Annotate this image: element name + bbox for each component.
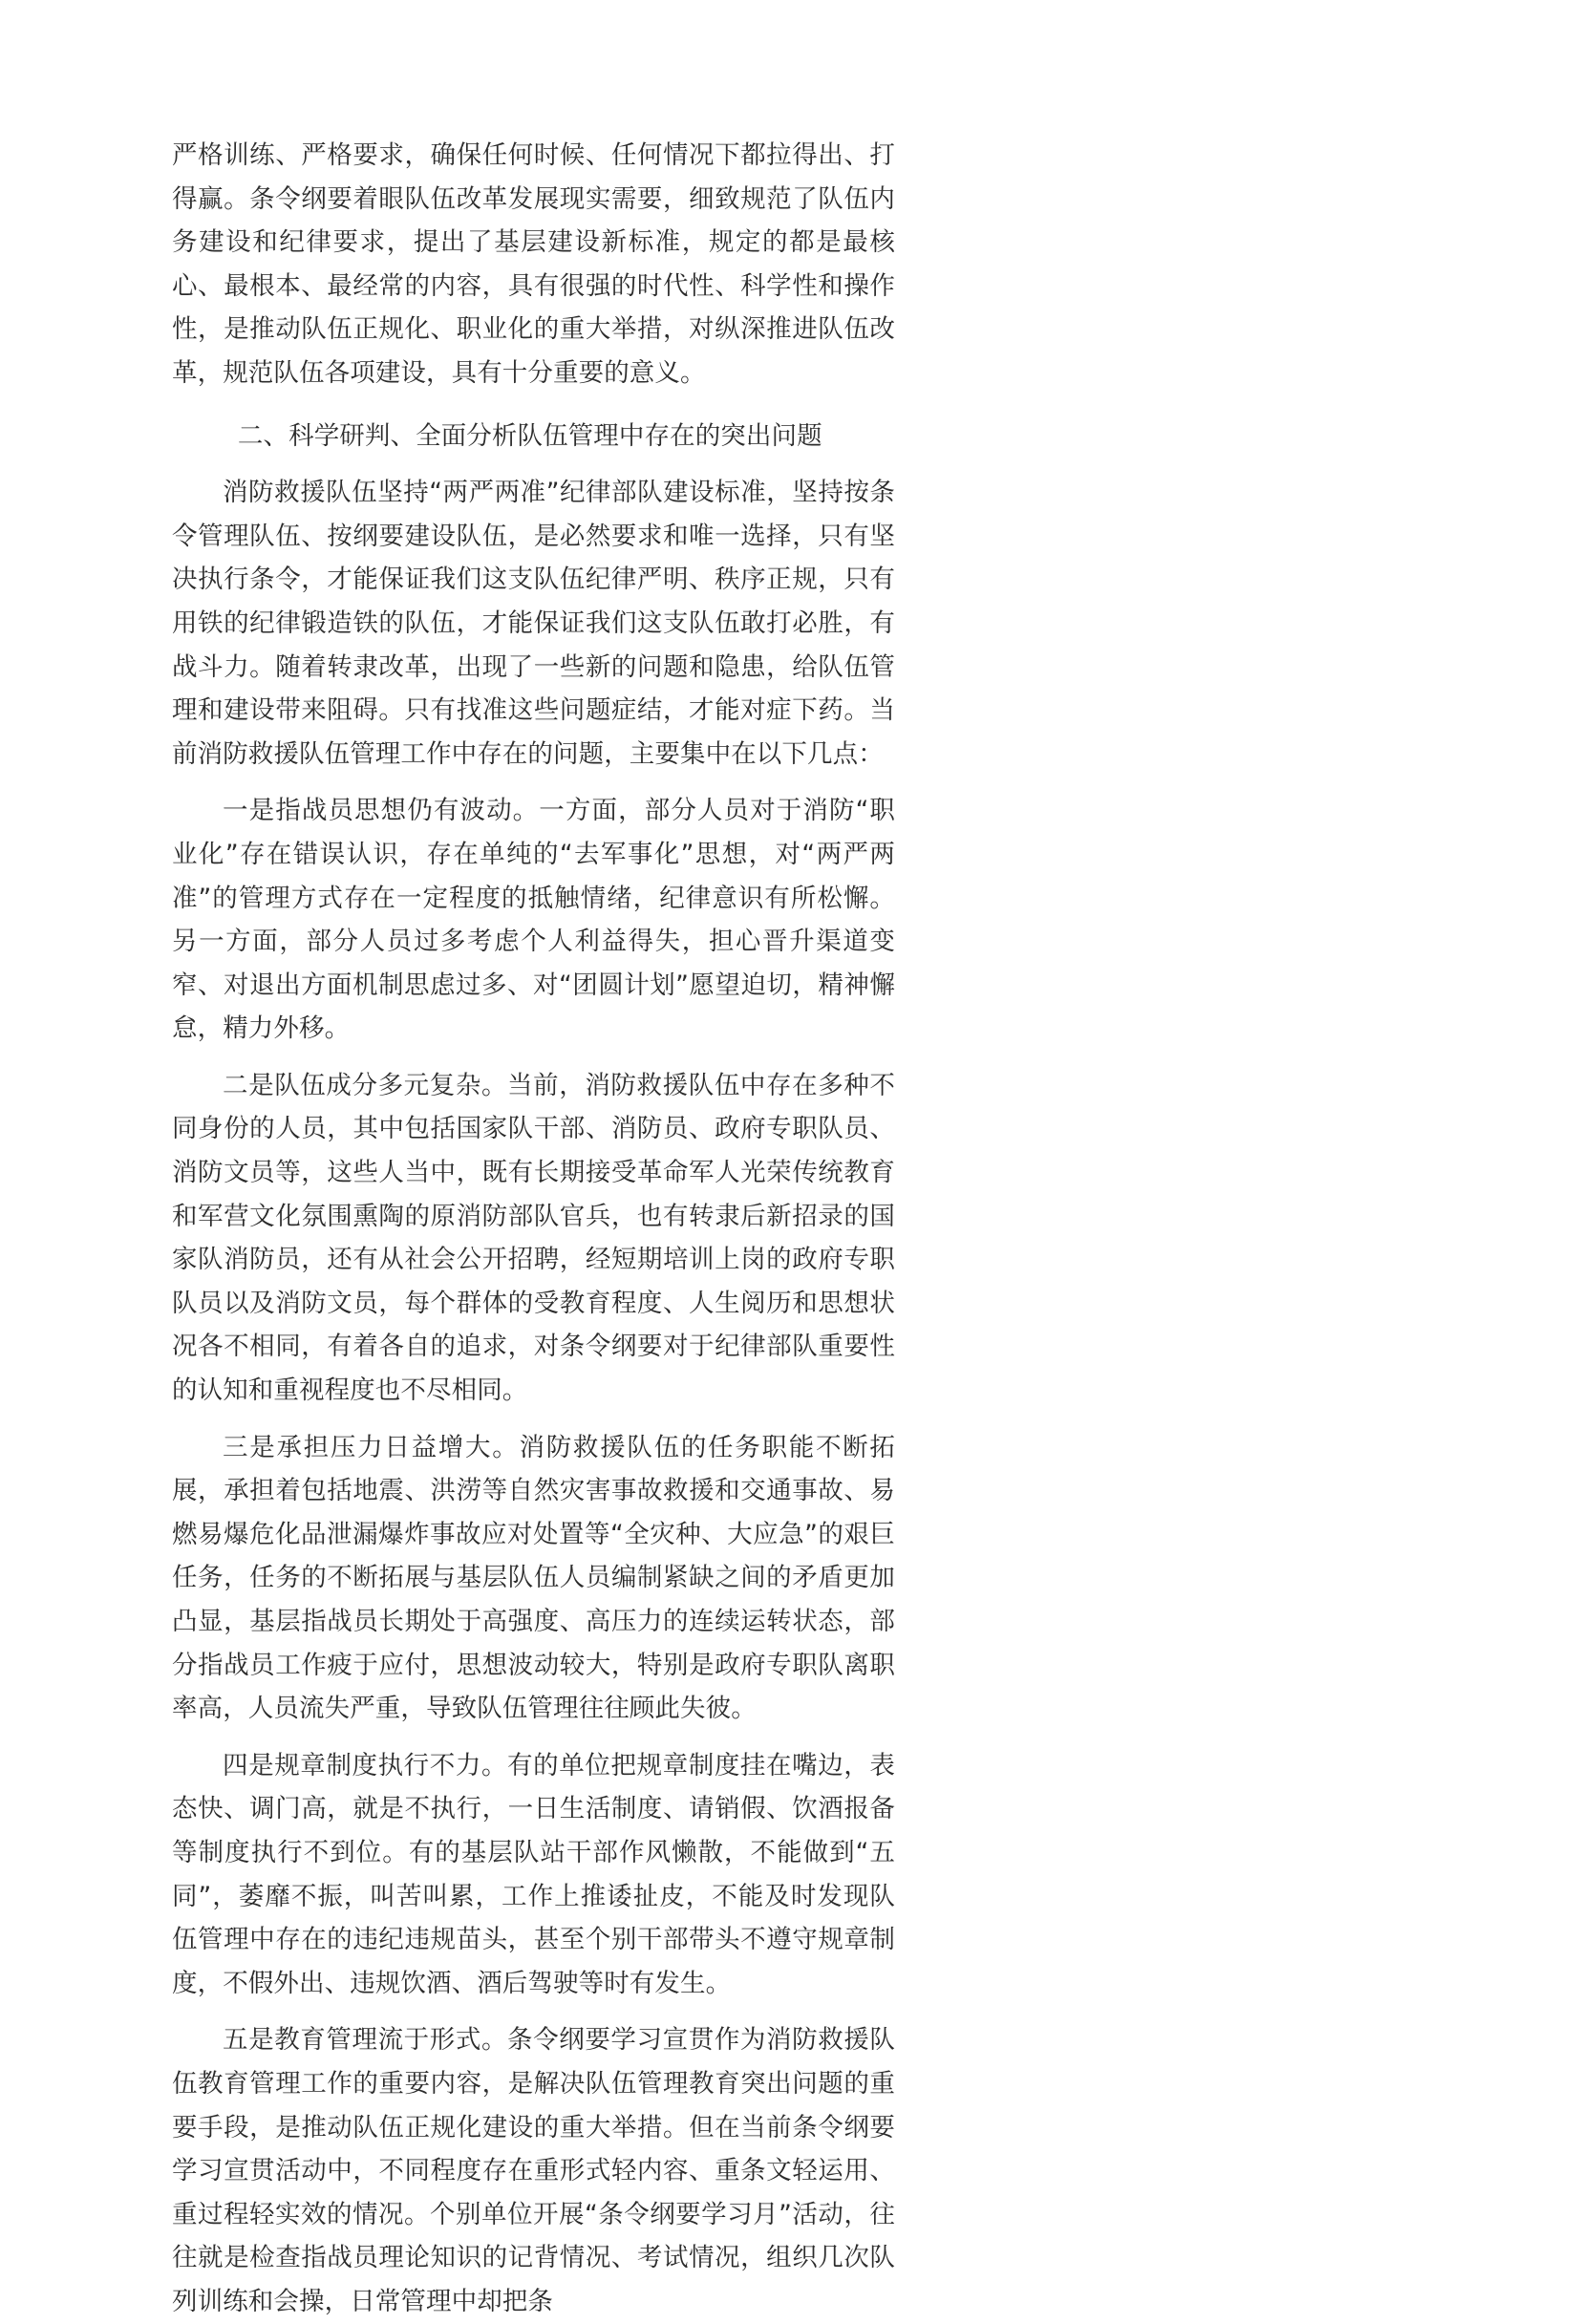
- document-body: [172, 134, 895, 2324]
- paragraph-point-two: 二是队伍成分多元复杂。当前，消防救援队伍中存在多种不同身份的人员，其中包括国家队干部、消防员、政府专职队员、消防文员等，这些人当中，既有长期接受革命军人光荣传统教育和军营文化氛围熏陶的原消防部队官兵，也有转隶后新招录的国家队消防员，还有从社会公开招聘，经短期培训上岗的政府专职队员以及消防文员，每个群体的受教育程度、人生阅历和思想状况各不相同，有着各自的追求，对条令纲要对于纪律部队重要性的认知和重视程度也不尽相同。: [172, 1070, 895, 1406]
- block-spacer: [172, 2005, 895, 2018]
- paragraph-point-five: 五是教育管理流于形式。条令纲要学习宣贯作为消防救援队伍教育管理工作的重要内容，是解决队伍管理教育突出问题的重要手段，是推动队伍正规化建设的重大举措。但在当前条令纲要学习宣贯活动中，不同程度存在重形式轻内容、重条文轻运用、重过程轻实效的情况。个别单位开展“条令纲要学习月”活动，往往就是检查指战员理论知识的记背情况、考试情况，组织几次队列训练和会操，日常管理中却把条: [172, 2025, 895, 2316]
- block-spacer: [172, 1051, 895, 1064]
- paragraph-continued: 严格训练、严格要求，确保任何时候、任何情况下都拉得出、打得赢。条令纲要着眼队伍改革发展现实需要，细致规范了队伍内务建设和纪律要求，提出了基层建设新标准，规定的都是最核心、最根本、最经常的内容，具有很强的时代性、科学性和操作性，是推动队伍正规化、职业化的重大举措，对纵深推进队伍改革，规范队伍各项建设，具有十分重要的意义。: [172, 140, 895, 388]
- paragraph-intro: 消防救援队伍坚持“两严两准”纪律部队建设标准，坚持按条令管理队伍、按纲要建设队伍，是必然要求和唯一选择，只有坚决执行条令，才能保证我们这支队伍纪律严明、秩序正规，只有用铁的纪律锻造铁的队伍，才能保证我们这支队伍敢打必胜，有战斗力。随着转隶改革，出现了一些新的问题和隐患，给队伍管理和建设带来阻碍。只有找准这些问题症结，才能对症下药。当前消防救援队伍管理工作中存在的问题，主要集中在以下几点：: [172, 478, 895, 769]
- block-spacer: [172, 395, 895, 415]
- block-spacer: [172, 1413, 895, 1426]
- paragraph-point-one: 一是指战员思想仍有波动。一方面，部分人员对于消防“职业化”存在错误认识，存在单纯的“去军事化”思想，对“两严两准”的管理方式存在一定程度的抵触情绪，纪律意识有所松懈。另一方面，部分人员过多考虑个人利益得失，担心晋升渠道变窄、对退出方面机制思虑过多、对“团圆计划”愿望迫切，精神懈怠，精力外移。: [172, 796, 895, 1044]
- block-spacer: [172, 458, 895, 471]
- block-spacer: [172, 1731, 895, 1744]
- section-heading-two: 二、科学研判、全面分析队伍管理中存在的突出问题: [237, 420, 822, 451]
- block-spacer: [172, 776, 895, 789]
- paragraph-point-three: 三是承担压力日益增大。消防救援队伍的任务职能不断拓展，承担着包括地震、洪涝等自然灾害事故救援和交通事故、易燃易爆危化品泄漏爆炸事故应对处置等“全灾种、大应急”的艰巨任务，任务的不断拓展与基层队伍人员编制紧缺之间的矛盾更加凸显，基层指战员长期处于高强度、高压力的连续运转状态，部分指战员工作疲于应付，思想波动较大，特别是政府专职队离职率高，人员流失严重，导致队伍管理往往顾此失彼。: [172, 1432, 895, 1724]
- paragraph-point-four: 四是规章制度执行不力。有的单位把规章制度挂在嘴边，表态快、调门高，就是不执行，一日生活制度、请销假、饮酒报备等制度执行不到位。有的基层队站干部作风懒散，不能做到“五同”，萎靡不振，叫苦叫累，工作上推诿扯皮，不能及时发现队伍管理中存在的违纪违规苗头，甚至个别干部带头不遵守规章制度，不假外出、违规饮酒、酒后驾驶等时有发生。: [172, 1750, 895, 1998]
